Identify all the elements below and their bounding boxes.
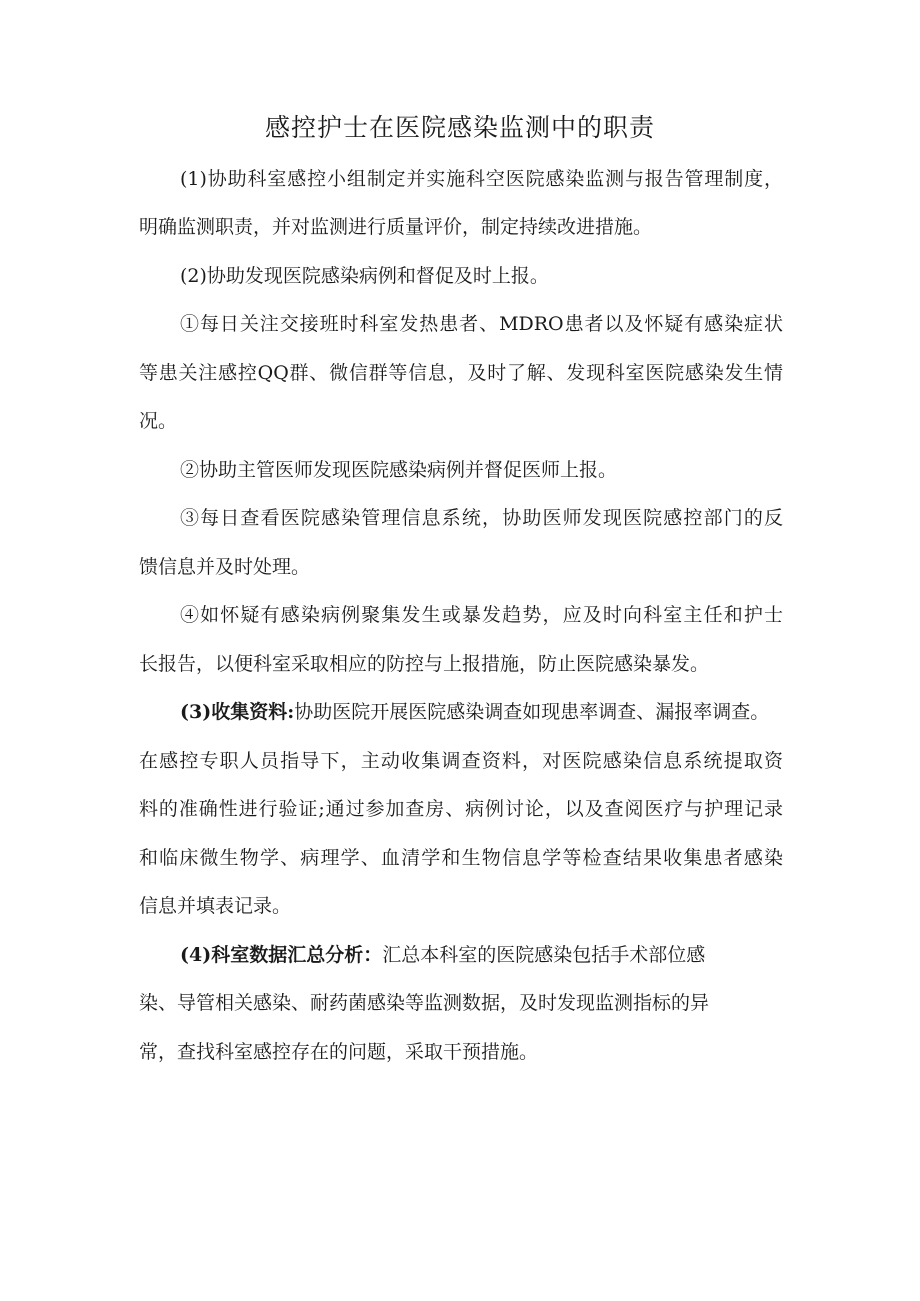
paragraph-line: 染、导管相关感染、耐药菌感染等监测数据，及时发现监测指标的异 xyxy=(139,992,710,1014)
paragraph-line: 信息并填表记录。 xyxy=(139,895,292,917)
paragraph-line: ②协助主管医师发现医院感染病例并督促医师上报。 xyxy=(180,459,618,481)
section-heading: (3)收集资料: xyxy=(180,701,295,723)
paragraph-line: 况。 xyxy=(139,410,178,432)
paragraph-line: 和临床微生物学、病理学、血清学和生物信息学等检查结果收集患者感染 xyxy=(139,847,783,869)
paragraph-text: 汇总本科室的医院感染包括手术部位感 xyxy=(382,944,706,966)
paragraph-line: ③每日查看医院感染管理信息系统，协助医师发现医院感控部门的反 xyxy=(180,507,783,529)
page-title: 感控护士在医院感染监测中的职责 xyxy=(264,113,655,142)
paragraph-line: 常，查找科室感控存在的问题，采取干预措施。 xyxy=(139,1041,539,1063)
paragraph-line xyxy=(180,697,769,727)
paragraph-line: 等患关注感控QQ群、微信群等信息，及时了解、发现科室医院感染发生情 xyxy=(139,362,783,384)
paragraph-line: ①每日关注交接班时科室发热患者、MDRO患者以及怀疑有感染症状 xyxy=(180,313,783,335)
paragraph-line: (1)协助科室感控小组制定并实施科空医院感染监测与报告管理制度， xyxy=(180,168,783,190)
paragraph-line: 长报告，以便科室采取相应的防控与上报措施，防止医院感染暴发。 xyxy=(139,653,710,675)
paragraph-line: (2)协助发现医院感染病例和督促及时上报。 xyxy=(180,265,549,287)
paragraph-text: 协助医院开展医院感染调查如现患率调查、漏报率调查。 xyxy=(294,701,770,723)
paragraph-line: 馈信息并及时处理。 xyxy=(139,556,311,578)
paragraph-line: 在感控专职人员指导下，主动收集调查资料，对医院感染信息系统提取资 xyxy=(139,750,783,772)
section-heading: (4)科室数据汇总分析： xyxy=(180,944,383,966)
paragraph-line: 明确监测职责，并对监测进行质量评价，制定持续改进措施。 xyxy=(139,216,653,238)
paragraph-line: ④如怀疑有感染病例聚集发生或暴发趋势，应及时向科室主任和护士 xyxy=(180,604,783,626)
paragraph-line: 料的准确性进行验证;通过参加查房、病例讨论，以及查阅医疗与护理记录 xyxy=(139,798,783,820)
paragraph-line xyxy=(180,940,705,970)
